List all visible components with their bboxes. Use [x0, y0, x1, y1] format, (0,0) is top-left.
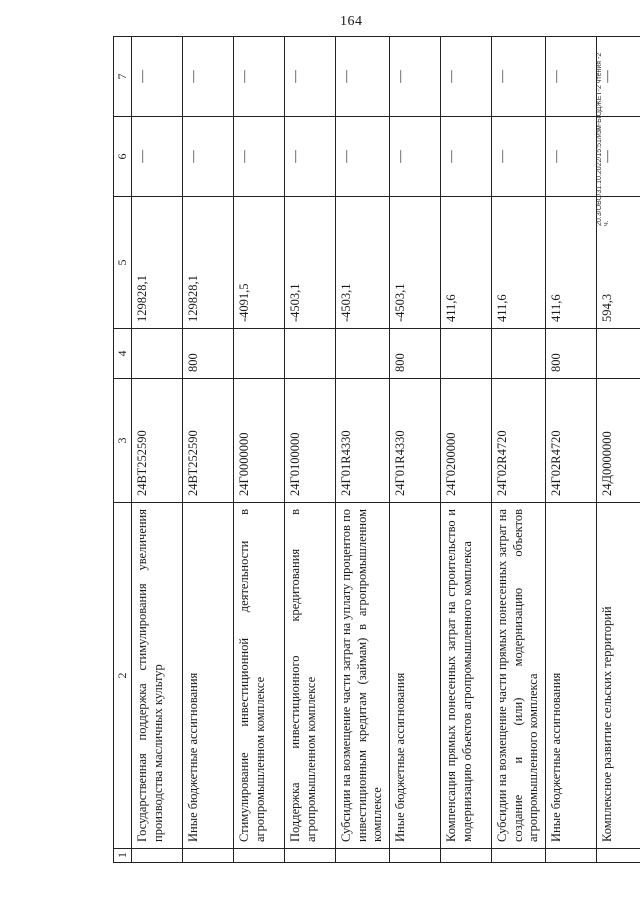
row-col6: — [491, 117, 545, 197]
table-row [132, 37, 183, 863]
table-row [491, 37, 545, 863]
row-col7: — [491, 37, 545, 117]
row-gutter [545, 849, 596, 863]
row-name: Поддержка инвестиционного кредитования в агропромышленном комплексе [285, 503, 336, 849]
row-col7: — [596, 37, 640, 117]
row-group [336, 329, 390, 379]
rotated-document [113, 37, 613, 863]
row-code: 24Г0200000 [440, 379, 491, 503]
row-col7: — [389, 37, 440, 117]
row-col6: — [285, 117, 336, 197]
row-col6: — [183, 117, 234, 197]
row-amount: 129828,1 [183, 197, 234, 329]
row-name: Комплексное развитие сельских территорий [596, 503, 640, 849]
header-col-3: 3 [114, 379, 132, 503]
row-code: 24Г0000000 [234, 379, 285, 503]
row-amount: 129828,1 [132, 197, 183, 329]
header-col-2: 2 [114, 503, 132, 849]
row-code: 24Г02R4720 [545, 379, 596, 503]
header-col-5: 5 [114, 197, 132, 329]
row-group [440, 329, 491, 379]
row-amount: 594,3 [596, 197, 640, 329]
row-name: Государственная поддержка стимулирования увеличения производства масличных культур [132, 503, 183, 849]
row-col6: — [132, 117, 183, 197]
row-amount: -4503,1 [336, 197, 390, 329]
row-col6: — [389, 117, 440, 197]
row-col7: — [545, 37, 596, 117]
row-group: 800 [389, 329, 440, 379]
row-col7: — [234, 37, 285, 117]
row-code: 24Г0100000 [285, 379, 336, 503]
row-name: Субсидии на возмещение части прямых понесенных затрат на создание и (или) модернизацию объектов агропромышленного комплекса [491, 503, 545, 849]
row-col6: — [596, 117, 640, 197]
row-col7: — [285, 37, 336, 117]
row-amount: 411,6 [545, 197, 596, 329]
row-name: Компенсация прямых понесенных затрат на строительство и модернизацию объектов агропромышленного комплекса [440, 503, 491, 849]
row-name: Иные бюджетные ассигнования [389, 503, 440, 849]
header-col-6: 6 [114, 117, 132, 197]
header-col-7: 7 [114, 37, 132, 117]
row-code: 24Д0000000 [596, 379, 640, 503]
table-row [285, 37, 336, 863]
row-group [596, 329, 640, 379]
footer-stamp: 20.3/ОВС/31.10.2022/15:51/изм-БЮДЖЕТ-2 чтения -2 ч. [596, 52, 610, 226]
row-group: 800 [545, 329, 596, 379]
row-col7: — [336, 37, 390, 117]
row-col6: — [336, 117, 390, 197]
header-col-4: 4 [114, 329, 132, 379]
row-amount: -4503,1 [389, 197, 440, 329]
row-code: 24Г01R4330 [336, 379, 390, 503]
row-code: 24ВТ252590 [183, 379, 234, 503]
page-number: 164 [340, 14, 363, 29]
row-gutter [285, 849, 336, 863]
row-col7: — [132, 37, 183, 117]
table-row [183, 37, 234, 863]
row-gutter [132, 849, 183, 863]
row-gutter [234, 849, 285, 863]
row-name: Стимулирование инвестиционной деятельности в агропромышленном комплексе [234, 503, 285, 849]
row-gutter [596, 849, 640, 863]
row-gutter [336, 849, 390, 863]
row-amount: 411,6 [491, 197, 545, 329]
row-code: 24Г02R4720 [491, 379, 545, 503]
row-name: Субсидии на возмещение части затрат на уплату процентов по инвестиционным кредитам (займам) в агропромышленном комплексе [336, 503, 390, 849]
row-col6: — [545, 117, 596, 197]
row-gutter [183, 849, 234, 863]
row-col7: — [440, 37, 491, 117]
table-header-row [114, 37, 132, 863]
row-amount: -4503,1 [285, 197, 336, 329]
table-row [440, 37, 491, 863]
row-code: 24ВТ252590 [132, 379, 183, 503]
row-group: 800 [183, 329, 234, 379]
row-amount: -4091,5 [234, 197, 285, 329]
row-col6: — [234, 117, 285, 197]
row-name: Иные бюджетные ассигнования [183, 503, 234, 849]
table-row [336, 37, 390, 863]
table-row [234, 37, 285, 863]
header-col-1: 1 [114, 849, 132, 863]
row-group [491, 329, 545, 379]
row-group [132, 329, 183, 379]
budget-table [113, 36, 640, 863]
row-code: 24Г01R4330 [389, 379, 440, 503]
row-gutter [440, 849, 491, 863]
table-row [389, 37, 440, 863]
row-group [234, 329, 285, 379]
row-col6: — [440, 117, 491, 197]
row-gutter [491, 849, 545, 863]
row-group [285, 329, 336, 379]
table-row [545, 37, 596, 863]
row-amount: 411,6 [440, 197, 491, 329]
row-col7: — [183, 37, 234, 117]
row-name: Иные бюджетные ассигнования [545, 503, 596, 849]
row-gutter [389, 849, 440, 863]
